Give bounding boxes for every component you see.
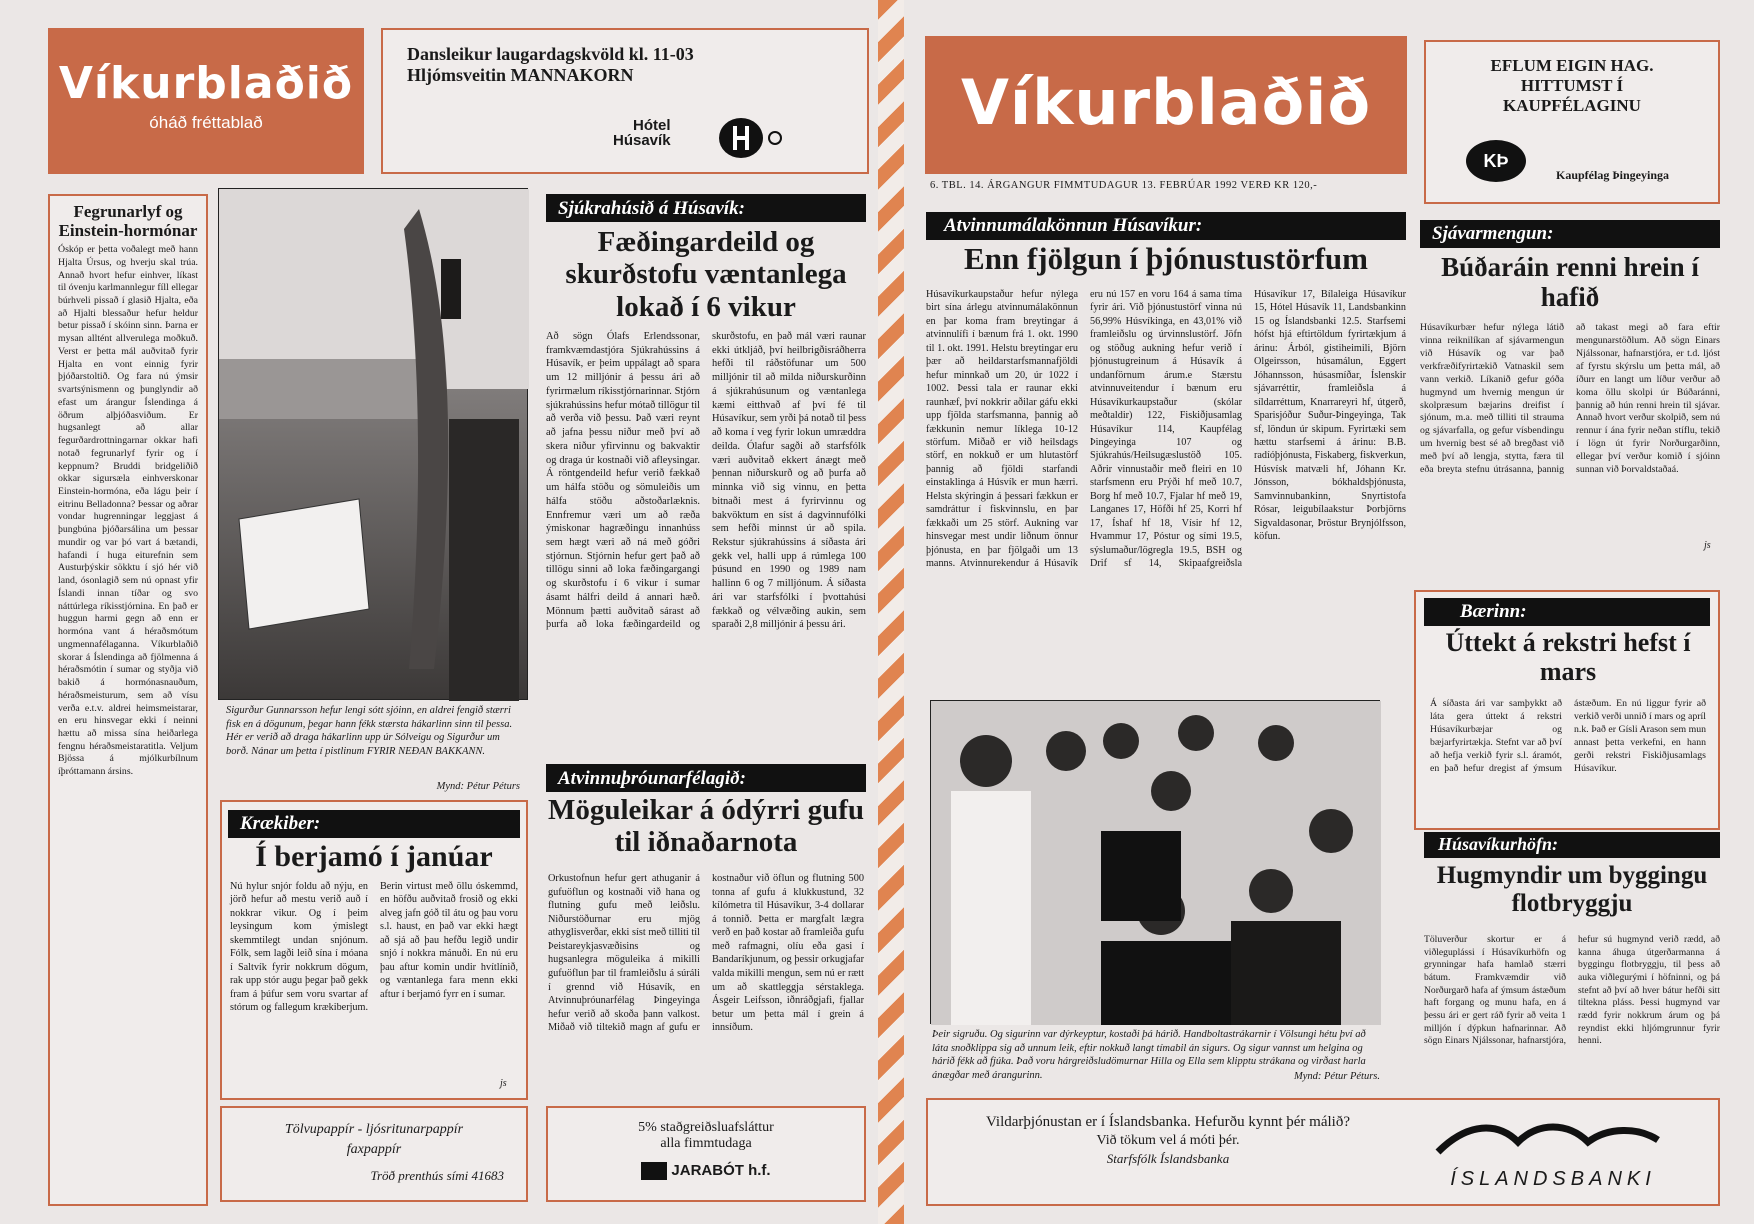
sidebar-column xyxy=(48,194,208,1206)
paper-ad-line2: faxpappír xyxy=(346,1142,402,1157)
bank-ad-line1: Vildarþjónustan er í Íslandsbanka. Hefurðu kynnt þér málið? xyxy=(986,1114,1350,1130)
team-photo-caption: Þeir sigruðu. Og sigurinn var dýrkeyptur, kostaði þá hárið. Handboltastrákarnir í Völsungi hétu því að láta snoðklippa sig að unnum leik, eftir nokkuð langt tímabil án sigurs. Og sigur vannst um helgina og hárið fékk að fjúka. Það voru hárgreiðsludömurnar Hilla og Ella sem klipptu strákana og virðast harla ánægðar með árangurinn. xyxy=(932,1029,1366,1081)
paper-ad-line3: Tröð prenthús sími 41683 xyxy=(370,1168,504,1183)
hotel-name-line2: Húsavík xyxy=(613,132,671,149)
bank-logo-text: ÍSLANDSBANKI xyxy=(1450,1168,1656,1190)
coop-ad-line2: HITTUMST Í xyxy=(1520,76,1624,95)
issue-line: 6. TBL. 14. ÁRGANGUR FIMMTUDAGUR 13. FEBRÚAR 1992 VERÐ KR 120,- xyxy=(930,180,1318,191)
berries-section-bar: Krækiber: xyxy=(228,810,520,838)
development-body: Orkustofnun hefur gert athuganir á gufuöflun og kostnaði við hana og flutning gufu með leiðslu. Niðurstöðurnar eru mjög athyglisverðar, ekki síst með tilliti til Þeistareykjasvæðisins og hugsanlegra möguleika á mikilli gufuöflun þar til framleiðslu á súráli í grennd við Húsavík, en Atvinnuþróunarfélag Þingeyinga hefur verið að skoða þann valkost. Miðað við tiltekið magn af gufu er kostnaður við öflun og flutning 500 tonna af gufu á klukkustund, 32 kílómetra til Húsavíkur, 3-4 dollarar á tonnið. Þetta er margfalt lægra verð en það kostar að framleiða gufu með rafmagni, olíu eða gasi í Bandaríkjunum, og þessir orkugjafar valda mikilli mengun, sem nú er rætt um að skattleggja sérstaklega. Ásgeir Leifsson, iðnráðgjafi, fjallar betur um þetta mál í grein á innsíðum. xyxy=(548,873,864,1034)
town-section-bar: Bærinn: xyxy=(1424,598,1710,626)
town-headline: Úttekt á rekstri hefst í mars xyxy=(1445,628,1691,687)
coop-ad xyxy=(1424,40,1720,204)
berries-signature: js xyxy=(500,1078,507,1089)
jarabot-ad-line1: 5% staðgreiðsluafsláttur xyxy=(638,1120,774,1135)
pollution-signature: js xyxy=(1704,540,1711,551)
left-masthead-subtitle: óháð fréttablað xyxy=(149,113,263,132)
pollution-body: Húsavíkurbær hefur nýlega látið vinna reiknilíkan af sjávarmengun við Húsavík og var það verkfræðifyrirtækið Vatnaskil sem vann verkið. Líkanið gefur góða hugmynd um hvernig mengun úr skolpræsum bæjarins dreifist í sjónum, m.a. með tilliti til strauma og sjávarfalla, og gefur vísbendingu um hvernig best sé að bregðast við með því að lengja, stytta, færa til eða breyta stefnu útrásanna, þannig að takast megi að fara eftir mengunarstöðlum. Að sögn Einars Njálssonar, hafnarstjóra, er t.d. ljóst af fyrstu skýrslu um þetta mál, að íðurr en langt um líður verður að koma öllu skolpi úr Búðaránni, þannig að hún renni hrein til sjávar. Annað hvort verður skolpið, sem nú rennur í ána fyrir neðan stíflu, tekið í lögn út fyrir Norðurgarðinn, ellegar því verður komið í sjóinn sunnan við Þorvaldstaðaá. xyxy=(1420,322,1720,476)
team-photo-credit: Mynd: Pétur Péturs. xyxy=(1293,1071,1380,1082)
bank-logo-icon xyxy=(1428,1112,1668,1162)
bank-ad-line2: Við tökum vel á móti þér. xyxy=(1096,1133,1240,1148)
center-fold xyxy=(878,0,904,1224)
employment-body: Húsavíkurkaupstaður hefur nýlega birt sína árlegu atvinnumálakönnun en þar koma fram breytingar á atvinnulífi í bænum frá 1. okt. 1990 til 1. okt. 1991. Helstu breytingar eru þær að heildarstarfsmannafjöldi hefur minnkað um 20, úr 1022 í 1002. Þessi tala er raunar ekki raunhæf, því nokkrir aðilar gáfu ekki upp fjölda starfsmanna, þannig að fækkunin nemur líklega 10-12 störfum. Miðað er við heilsdags störf, en nokkuð er um hlutastörf þannig að fjöldi starfandi einstaklinga á Húsvík er mun hærri. Helsta skýringin á þessari fækkun er samdráttur í fiskvinnslu, en þar fækkaði um 25 störf. Aukning var hinsvegar mest undir liðnum önnur þjónusta, en þar fjölgaði um 13 manns. Atvinnurekendur á Húsavík eru nú 157 en voru 164 á sama tíma fyrir ári. Við þjónustustörf vinna nú 56,99% Húsvíkinga, en 43,01% við framleiðslu og úrvinnslustörf. Jöfn og stöðug aukning hefur verið í þjónustugreinum á Húsavík á undanförnum árum.e Stærstu atvinnuveitendur í bænum eru Húsavíkurkaupstaður (skólar meðtaldir) 122, Fiskiðjusamlag Húsavíkur 114, Kaupfélag Þingeyinga 107 og Sjúkrahús/Heilsugæslustöð 105. Aðrir vinnustaðir með fleiri en 10 starfsmenn eru Prýði hf með 10.7, Borg hf með 10.7, Fjalar hf með 19, Langanes 17, Höfði hf 25, Korri hf 17, Íshaf hf 18, Vísir hf 12, Hvammur 17, Póstur og sími 19.5, sýslumaður/lögregla 19.5, BSH og Drif sf 14, Skipaafgreiðsla Húsavíkur 17, Bílaleiga Húsavíkur 15, Hótel Húsavík 11, Landsbankinn 15 og Íslandsbanki 12.5. Starfsemi hófst hjá eftirtöldum fyrirtækjum á árinu: Árból, gistiheimili, Björn Olgeirsson, húsamálun, Eggert Jóhannsson, húsasmíðar, Íslenskir sjávarréttir, framleiðsla á síldarréttum, Knarrareyri hf, útgerð, Sparisjóður Suður-Þingeyinga, Tak sf, löndun úr skipum. Fyrirtæki sem hættu starfsemi á árinu: B.B. radíóþjónusta, Fiskaberg, fiskverkun, Húsvísk matvæli hf, Jóhann Kr. Jónsson, bókhaldsþjónusta, Samvinnubankinn, Snyrtistofa Rósar, leigubílaakstur Þorbjörns Sigvaldasonar, Þröstur Brynjólfsson, köfun. xyxy=(926,289,1406,570)
jarabot-logo-text: JARABÓT h.f. xyxy=(671,1162,771,1179)
hospital-body: Að sögn Ólafs Erlendssonar, framkvæmdastjóra Sjúkrahússins á Húsavík, er þeim uppálagt að spara um 12 milljónir á þessu ári að fyrirmælum ríkisstjórnarinnar. Stjórn sjúkrahússins hefur mótað tillögur til að verða við þessu. Það væri reynt að jafna þessu niður með því að skera niður yfirvinnu og bakvaktir og draga úr kostnaði við afleysingar. Á röntgendeild hefur verið fækkað um hálfa stöðu og sömuleiðis um hálfa stöðu aðstoðarlæknis. Ennfremur væri um að ræða ýmiskonar hagræðingu innanhúss sem hægt væri að ná með góðri stjórnun. Stjórnin hefur gert það að tillögu sinni að loka fæðingargangi og skurðstofu í 6 vikur í sumar ásamt hálfri deild á annari hæð. Mönnum þætti auðvitað sárast að þurfa að loka fæðingardeild og skurðstofu, en það mál væri raunar ekki útkljáð, því heilbrigðisráðherra hefði til ráðstöfunar um 500 milljónir til að milda niðurskurðinn á sjúkrahúsunum og væntanlega kæmi eitthvað af því fé til Húsavíkur, sem yrði þá notað til þess að koma í veg fyrir lokun umræddra deilda. Ólafur sagði að starfsfólk væri auðvitað ekkert ánægt með þennan niðurskurð og að þurfa að minnka við sig vinnu, en þetta bitnaði mest á fyrirvinnu og bakvöktum en síst á dagvinnufólki sem hefði minnst úr að spila. Rekstur sjúkrahússins á síðasta ári gekk vel, halli upp á rúmlega 100 þúsund en 1990 og 1989 nam hallinn 6 og 7 milljónum. Á síðasta ári var starfsfólki í þvottahúsi fækkað og vélvæðing aukin, sem sparaði 2,8 milljónir á þessu ári. xyxy=(546,331,866,631)
coop-logo-text: KÞ xyxy=(1483,151,1509,171)
berries-body: Nú hylur snjór foldu að nýju, en jörð hefur að mestu verið auð í nokkrar vikur. Og í þeim leysingum kom ýmislegt skemmtilegt undan snjónum. Fólk, sem lagði leið sína í móana í Saltvík fyrir nokkrum dögum, rak upp stór augu þegar það gekk fram á þúfur sem voru svartar af stórum og fallegum krækiberjum. Berin virtust með öllu óskemmd, en höfðu auðvitað frosið og ekki alveg jafn góð til átu og þau voru s.l. haust, en það var ekki hægt að sjá að þau hefðu legið undir snjó í nokkra mánuði. En nú eru þau aftur komin undir hvítlínið, og væntanlega fara menn ekki aftur í berjamó fyrr en í sumar. xyxy=(230,881,518,1014)
pollution-headline: Búðaráin renni hrein í hafið xyxy=(1441,252,1699,313)
town-body: Á síðasta ári var samþykkt að láta gera úttekt á rekstri Húsavíkurbæjar og bæjarfyrirtækja. Stefnt var að því að hefja verkið fyrir s.l. áramót, en það hefur dregist af ýmsum ástæðum. En nú liggur fyrir að verkið verði unnið í mars og apríl n.k. Það er Gísli Arason sem mun annast þetta verkefni, en hann gerði rekstri Fiskiðjusamlags Húsavíkur. xyxy=(1430,698,1706,774)
hotel-logo-text xyxy=(613,118,671,148)
shark-photo xyxy=(218,188,528,700)
development-section-bar: Atvinnuþróunarfélagið: xyxy=(546,764,866,792)
development-headline: Möguleikar á ódýrri gufu til iðnaðarnota xyxy=(547,794,865,859)
team-photo-drawing xyxy=(931,701,1381,1025)
harbor-headline: Hugmyndir um byggingu flotbryggju xyxy=(1436,862,1708,917)
left-masthead-title: Víkurblaðið xyxy=(58,58,354,109)
sidebar-body: Óskóp er þetta voðalegt með hann Hjalta Úrsus, og hverju skal trúa. Annað hvort hefur einhver, líkast til óvenju karlmannlegur fíll ellegar búrhveli pissað í glasið Hjalta, eða að Hjalti blessaður hefur heldur betur pissað í skóinn sinn. Þarna er mysan alltént allverulega moðkuð. Verst er þetta mál auðvitað fyrir Hjalta en vont einnig fyrir þjóðarstoltið. Og fara nú ýmsir svartsýnismenn og þunglyndir að efast um árangur Íslendinga á öðrum alþjóðasviðum. Er hugsanlegt að allar fegurðardrottningarnar okkar hafi notað fegrunarlyf fyrir og í keppnum? Bruddi bridgeliðið okkar sigursæla einhverskonar Einstein-hormóna, eða lágu þeir í eitrinu Belladonna? Þessar og aðrar vondar hugrenningar leggjast á þungbúna þjóðarsálina um þessar mundir og var þó vart á bætandi, hafandi í huga eiturefnin sem Austurþýskir sökktu í sjó hér við land, ósonlagið sem nú opnast yfir Íslandi innan tíðar og svo náttúrlega ríkisstjórnina. En það er huggun harmi gegn að enn er hormóna vant á héraðsmótum ungmennafélaganna. Víkurblaðið skorar á Íslendinga að fjölmenna á héraðsmótin í sumar og styðja við bakið á hormónasnauðum, héraðsmeisturum, sem að vísu verða e.t.v. aldrei heimsmeistarar, en eru hinsvegar ekki í neinni hættu að missa sína heiðarlega fengnu héraðsmeistaratitla. Veljum Bjössa á mjólkurbílnum íþróttamann ársins. xyxy=(58,244,198,778)
shark-photo-credit: Mynd: Pétur Péturs xyxy=(436,781,520,792)
paper-ad xyxy=(220,1106,528,1202)
harbor-body: Töluverður skortur er á viðleguplássi í Húsavíkurhöfn og grynningar hafa hamlað stærri bátum. Framkvæmdir við Norðurgarð hafa af ýmsum ástæðum haft forgang og munu hafa, en á þessu ári er gert ráð fyrir að veita 1 milljón í dýpkun hafnarinnar. Að sögn Einars Njálssonar, hafnarstjóra, hefur sú hugmynd verið rædd, að kanna áhuga útgerðarmanna á byggingu flotbryggju, til þess að auka viðlegurými í höfninni, og þá stefnt að því að hver bátur hefði sitt tiltekna pláss. Þessi hugmynd var rædd fyrir nokkrum árum og þá reyndist ekki hljómgrunnur fyrir henni. xyxy=(1424,934,1720,1047)
shark-photo-caption: Sigurður Gunnarsson hefur lengi sótt sjóinn, en aldrei fengið stærri fisk en á dögunum, þegar hann fékk stærsta hákarlinn sinn til þessa. Hér er verið að draga hákarlinn upp úr Sólveigu og Sigurður um borð. Nánar um þetta í pistlinum FYRIR NEÐAN BAKKANN. xyxy=(226,705,513,757)
dance-ad xyxy=(381,28,869,174)
jarabot-logo-icon xyxy=(641,1162,667,1180)
shark-photo-drawing xyxy=(219,189,529,701)
berries-headline: Í berjamó í janúar xyxy=(255,840,493,873)
jarabot-logo xyxy=(556,1162,856,1180)
left-masthead xyxy=(48,28,364,174)
hospital-headline: Fæðingardeild og skurðstofu væntanlega lokað í 6 vikur xyxy=(565,226,847,323)
jarabot-ad-line2: alla fimmtudaga xyxy=(660,1136,752,1151)
dance-ad-line2: Hljómsveitin MANNAKORN xyxy=(407,65,634,85)
coop-ad-line1: EFLUM EIGIN HAG. xyxy=(1490,56,1654,75)
hotel-name-line1: Hótel xyxy=(633,117,671,134)
coop-logo-icon xyxy=(1466,140,1526,182)
hotel-logo-icon xyxy=(719,116,789,160)
team-photo xyxy=(930,700,1380,1024)
employment-section-bar: Atvinnumálakönnun Húsavíkur: xyxy=(926,212,1406,240)
paper-ad-line1: Tölvupappír - ljósritunarpappír xyxy=(284,1122,464,1137)
bank-ad xyxy=(926,1098,1720,1206)
harbor-section-bar: Húsavíkurhöfn: xyxy=(1424,832,1720,858)
jarabot-ad xyxy=(546,1106,866,1202)
bank-ad-line3: Starfsfólk Íslandsbanka xyxy=(1106,1151,1230,1166)
dance-ad-line1: Dansleikur laugardagskvöld kl. 11-03 xyxy=(407,44,694,64)
coop-ad-name: Kaupfélag Þingeyinga xyxy=(1556,168,1670,182)
pollution-section-bar: Sjávarmengun: xyxy=(1420,220,1720,248)
coop-ad-line3: KAUPFÉLAGINU xyxy=(1503,96,1641,115)
employment-headline: Enn fjölgun í þjónustustörfum xyxy=(964,241,1368,276)
right-masthead xyxy=(925,36,1407,174)
sidebar-headline: Fegrunarlyf og Einstein-hormónar xyxy=(58,202,198,241)
right-masthead-title: Víkurblaðið xyxy=(960,66,1372,139)
hospital-section-bar: Sjúkrahúsið á Húsavík: xyxy=(546,194,866,222)
